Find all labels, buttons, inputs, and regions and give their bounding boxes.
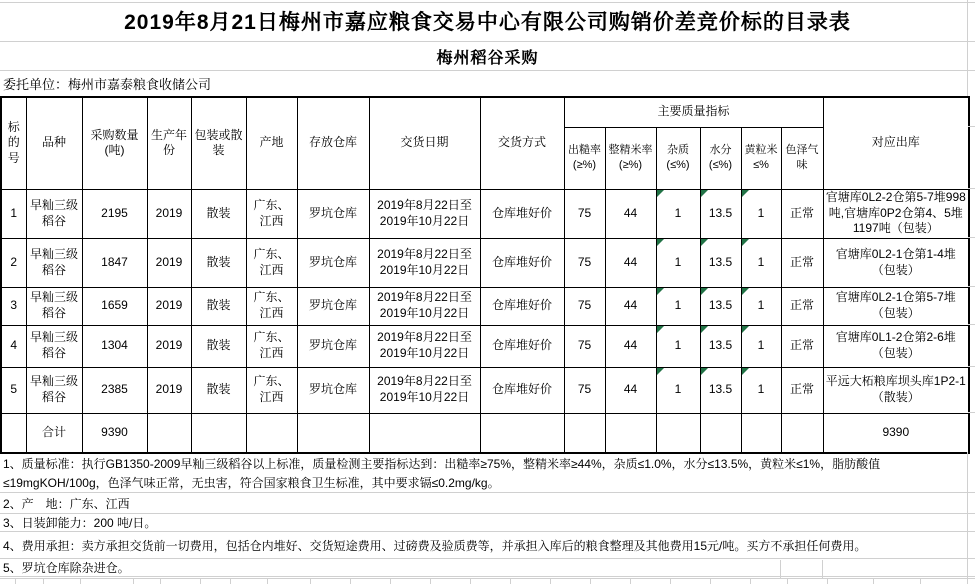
cell-impurity: 1 — [656, 189, 700, 238]
green-corner-indicator-icon — [701, 368, 708, 375]
cell-origin: 广东、江西 — [246, 367, 297, 413]
gridline — [200, 578, 201, 584]
gridline — [470, 578, 471, 584]
note-item: 3、日装卸能力：200 吨/日。 — [0, 514, 975, 532]
cell-qty: 1659 — [82, 287, 147, 325]
green-corner-indicator-icon — [701, 239, 708, 246]
gridline — [670, 578, 671, 584]
catalog-table — [0, 96, 970, 454]
gridline — [310, 578, 311, 584]
green-corner-indicator-icon — [657, 190, 664, 197]
table-row — [1, 238, 969, 287]
table-header — [1, 97, 969, 189]
cell-packing: 散装 — [191, 189, 246, 238]
cell-origin: 广东、江西 — [246, 325, 297, 367]
cell-delivery-date: 2019年8月22日至2019年10月22日 — [369, 238, 480, 287]
table-row — [1, 287, 969, 325]
cell-milled-rice: 44 — [605, 367, 656, 413]
header-moisture: 水分(≤%) — [700, 127, 741, 189]
cell-outbound: 官塘库0L2-2仓第5-7堆998吨,官塘库0P2仓第4、5堆1197吨（包装） — [823, 189, 969, 238]
gridline — [133, 578, 134, 584]
cell-qty: 2195 — [82, 189, 147, 238]
table-row — [1, 189, 969, 238]
cell-warehouse: 罗坑仓库 — [297, 367, 369, 413]
header-origin: 产地 — [246, 97, 297, 189]
cell-delivery-mode: 仓库堆好价 — [480, 189, 564, 238]
gridline — [967, 578, 968, 584]
green-corner-indicator-icon — [657, 368, 664, 375]
gridline — [787, 578, 788, 584]
total-empty-cell — [1, 413, 26, 453]
note-item: 5、罗坑仓库除杂进仓。 — [0, 559, 975, 577]
cell-warehouse: 罗坑仓库 — [297, 189, 369, 238]
page-title: 2019年8月21日梅州市嘉应粮食交易中心有限公司购销价差竞价标的目录表 — [0, 0, 975, 42]
cell-no: 3 — [1, 287, 26, 325]
total-empty-cell — [369, 413, 480, 453]
gridline — [350, 578, 351, 584]
cell-yellow: 1 — [741, 367, 781, 413]
header-packing: 包装或散装 — [191, 97, 246, 189]
green-corner-indicator-icon — [742, 239, 749, 246]
page-subtitle: 梅州稻谷采购 — [0, 42, 975, 71]
total-empty-cell — [700, 413, 741, 453]
cell-moisture: 13.5 — [700, 325, 741, 367]
green-corner-indicator-icon — [742, 288, 749, 295]
gridline — [43, 578, 44, 584]
gridline — [80, 578, 81, 584]
cell-year: 2019 — [147, 287, 191, 325]
cell-yellow: 1 — [741, 238, 781, 287]
header-yellow-grain: 黄粒米≤% — [741, 127, 781, 189]
cell-outbound: 官塘库0L2-1仓第5-7堆（包装） — [823, 287, 969, 325]
gridline — [15, 578, 16, 584]
gridline — [160, 578, 161, 584]
cell-yellow: 1 — [741, 189, 781, 238]
header-delivery-date: 交货日期 — [369, 97, 480, 189]
total-empty-cell — [741, 413, 781, 453]
gridline — [510, 578, 511, 584]
cell-brown-rice: 75 — [564, 287, 605, 325]
gridline — [0, 578, 975, 579]
cell-color-odor: 正常 — [781, 287, 823, 325]
cell-variety: 早籼三级稻谷 — [26, 325, 82, 367]
cell-warehouse: 罗坑仓库 — [297, 287, 369, 325]
header-impurity: 杂质(≤%) — [656, 127, 700, 189]
header-year: 生产年份 — [147, 97, 191, 189]
gridline — [230, 578, 231, 584]
header-warehouse: 存放仓库 — [297, 97, 369, 189]
note-item: 4、费用承担：卖方承担交货前一切费用，包括仓内堆好、交货短途费用、过磅费及验质费等，并承担入库后的粮食整理及其他费用15元/吨。买方不承担任何费用。 — [0, 532, 975, 559]
cell-brown-rice: 75 — [564, 189, 605, 238]
cell-milled-rice: 44 — [605, 189, 656, 238]
cell-origin: 广东、江西 — [246, 189, 297, 238]
cell-packing: 散装 — [191, 325, 246, 367]
cell-color-odor: 正常 — [781, 367, 823, 413]
header-no: 标的号 — [1, 97, 26, 189]
header-qty: 采购数量(吨) — [82, 97, 147, 189]
header-brown-rice-rate: 出糙率(≥%) — [564, 127, 605, 189]
cell-brown-rice: 75 — [564, 367, 605, 413]
total-empty-cell — [147, 413, 191, 453]
total-empty-cell — [246, 413, 297, 453]
total-empty-cell — [480, 413, 564, 453]
cell-year: 2019 — [147, 325, 191, 367]
cell-delivery-mode: 仓库堆好价 — [480, 325, 564, 367]
total-empty-cell — [564, 413, 605, 453]
cell-outbound: 官塘库0L1-2仓第2-6堆（包装） — [823, 325, 969, 367]
cell-packing: 散装 — [191, 238, 246, 287]
table-footer — [1, 413, 969, 453]
cell-yellow: 1 — [741, 325, 781, 367]
cell-no: 1 — [1, 189, 26, 238]
note-item: 2、产 地：广东、江西 — [0, 493, 975, 514]
gridline — [873, 578, 874, 584]
cell-no: 2 — [1, 238, 26, 287]
cell-color-odor: 正常 — [781, 325, 823, 367]
cell-moisture: 13.5 — [700, 287, 741, 325]
gridline — [550, 578, 551, 584]
notes — [0, 454, 975, 577]
cell-delivery-mode: 仓库堆好价 — [480, 367, 564, 413]
total-outbound: 9390 — [823, 413, 969, 453]
cell-variety: 早籼三级稻谷 — [26, 238, 82, 287]
total-label: 合计 — [26, 413, 82, 453]
green-corner-indicator-icon — [701, 288, 708, 295]
cell-year: 2019 — [147, 238, 191, 287]
cell-variety: 早籼三级稻谷 — [26, 287, 82, 325]
cell-variety: 早籼三级稻谷 — [26, 189, 82, 238]
cell-delivery-mode: 仓库堆好价 — [480, 287, 564, 325]
green-corner-indicator-icon — [701, 326, 708, 333]
gridline — [267, 578, 268, 584]
cell-impurity: 1 — [656, 325, 700, 367]
green-corner-indicator-icon — [657, 326, 664, 333]
cell-origin: 广东、江西 — [246, 287, 297, 325]
cell-qty: 1304 — [82, 325, 147, 367]
cell-milled-rice: 44 — [605, 287, 656, 325]
cell-warehouse: 罗坑仓库 — [297, 325, 369, 367]
cell-origin: 广东、江西 — [246, 238, 297, 287]
client-label: 委托单位：梅州市嘉泰粮食收储公司 — [3, 77, 212, 92]
cell-delivery-date: 2019年8月22日至2019年10月22日 — [369, 367, 480, 413]
header-milled-rice-rate: 整精米率(≥%) — [605, 127, 656, 189]
gridline — [630, 578, 631, 584]
cell-outbound: 平远大柘粮库坝头库1P2-1（散装） — [823, 367, 969, 413]
cell-milled-rice: 44 — [605, 325, 656, 367]
cell-outbound: 官塘库0L2-1仓第1-4堆（包装） — [823, 238, 969, 287]
gridline — [710, 578, 711, 584]
cell-delivery-date: 2019年8月22日至2019年10月22日 — [369, 325, 480, 367]
cell-color-odor: 正常 — [781, 189, 823, 238]
cell-brown-rice: 75 — [564, 325, 605, 367]
cell-moisture: 13.5 — [700, 238, 741, 287]
green-corner-indicator-icon — [657, 288, 664, 295]
table-row — [1, 325, 969, 367]
cell-brown-rice: 75 — [564, 238, 605, 287]
cell-moisture: 13.5 — [700, 189, 741, 238]
cell-warehouse: 罗坑仓库 — [297, 238, 369, 287]
total-empty-cell — [781, 413, 823, 453]
cell-moisture: 13.5 — [700, 367, 741, 413]
total-qty: 9390 — [82, 413, 147, 453]
gridline — [750, 578, 751, 584]
total-empty-cell — [656, 413, 700, 453]
green-corner-indicator-icon — [701, 190, 708, 197]
cell-year: 2019 — [147, 367, 191, 413]
header-quality-group: 主要质量指标 — [564, 97, 823, 127]
cell-qty: 2385 — [82, 367, 147, 413]
green-corner-indicator-icon — [742, 368, 749, 375]
green-corner-indicator-icon — [742, 326, 749, 333]
cell-packing: 散装 — [191, 367, 246, 413]
cell-year: 2019 — [147, 189, 191, 238]
total-empty-cell — [297, 413, 369, 453]
cell-variety: 早籼三级稻谷 — [26, 367, 82, 413]
cell-impurity: 1 — [656, 287, 700, 325]
header-delivery-mode: 交货方式 — [480, 97, 564, 189]
cell-impurity: 1 — [656, 238, 700, 287]
gridline — [920, 578, 921, 584]
header-color-odor: 色泽气味 — [781, 127, 823, 189]
cell-color-odor: 正常 — [781, 238, 823, 287]
cell-impurity: 1 — [656, 367, 700, 413]
table-row — [1, 367, 969, 413]
cell-qty: 1847 — [82, 238, 147, 287]
green-corner-indicator-icon — [742, 190, 749, 197]
gridline — [390, 578, 391, 584]
total-empty-cell — [605, 413, 656, 453]
total-empty-cell — [191, 413, 246, 453]
header-outbound: 对应出库 — [823, 97, 969, 189]
cell-no: 5 — [1, 367, 26, 413]
gridline — [430, 578, 431, 584]
total-row — [1, 413, 969, 453]
table-body — [1, 189, 969, 413]
cell-delivery-mode: 仓库堆好价 — [480, 238, 564, 287]
header-variety: 品种 — [26, 97, 82, 189]
cell-delivery-date: 2019年8月22日至2019年10月22日 — [369, 189, 480, 238]
green-corner-indicator-icon — [657, 239, 664, 246]
cell-delivery-date: 2019年8月22日至2019年10月22日 — [369, 287, 480, 325]
note-item: 1、质量标准：执行GB1350-2009早籼三级稻谷以上标准，质量检测主要指标达到：出糙率≥75%，整精米率≥44%，杂质≤1.0%，水分≤13.5%，黄粒米≤1%，脂肪酸值≤19mgKOH/100g，色泽气味正常，无虫害，符合国家粮食卫生标准，其中要求镉≤0.2mg/kg。 — [0, 454, 975, 493]
gridline — [590, 578, 591, 584]
gridline — [827, 578, 828, 584]
cell-milled-rice: 44 — [605, 238, 656, 287]
cell-packing: 散装 — [191, 287, 246, 325]
cell-no: 4 — [1, 325, 26, 367]
cell-yellow: 1 — [741, 287, 781, 325]
